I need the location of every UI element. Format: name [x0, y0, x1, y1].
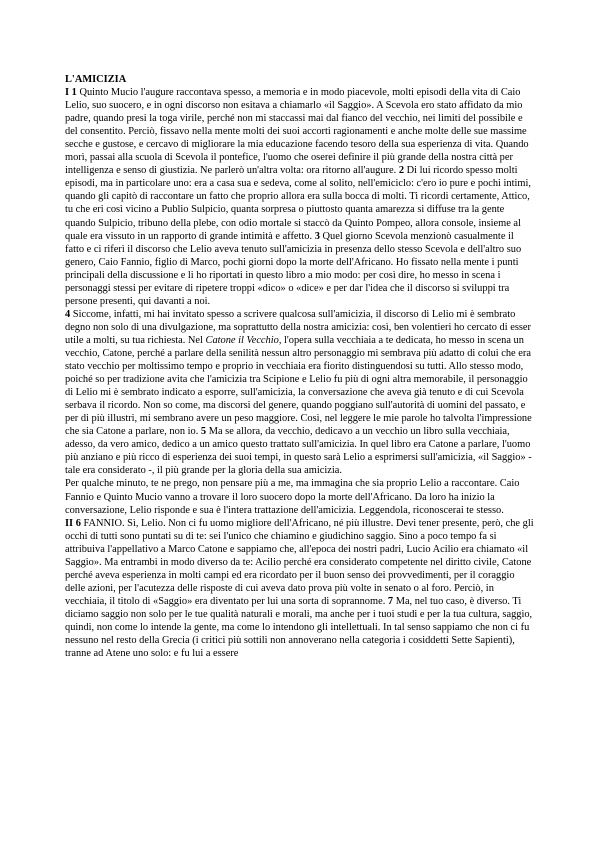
section-number: 5 — [200, 426, 207, 438]
section-number: 4 — [65, 308, 71, 320]
paragraph-text: Siccome, infatti, mi hai invitato spesso a scrivere qualcosa sull'amicizia, il discorso di Lelio mi è sembrato degno non solo di una divulgazione, ma soprattutto della nostra amicizia: così, ben volentieri ho cercato di esser utile a molti, su tua richiesta. Nel — [65, 308, 532, 346]
paragraph-chapter-1 — [65, 86, 535, 308]
paragraph-text: FANNIO. Sì, Lelio. Non ci fu uomo migliore dell'Africano, né più illustre. Devi tener presente, però, che gli occhi di tutti sono puntati su di te: sei l'unico che chiamino e giudichino saggio. Sino a poco tempo fa si attribuiva l'appellativo a Marco Catone e sappiamo che, all'epoca dei nostri padri, Lucio Acilio era chiamato «il Saggio». Ma entrambi in modo diverso da te: Acilio perché era considerato competente nel diritto civile, Catone perché aveva esperienza in molti campi ed era ricordato per il buon senso dei provvedimenti, per il coraggio delle azioni, per l'acutezza delle risposte di cui aveva dato prova più volte in senato o al foro. Perciò, in vecchiaia, il titolo di «Saggio» era diventato per lui una sorta di soprannome. — [65, 517, 534, 607]
chapter-number: II — [65, 517, 74, 529]
section-number: 1 — [71, 87, 77, 99]
paragraph-section-4 — [65, 308, 535, 478]
work-title: Catone il Vecchio — [205, 334, 279, 346]
section-number: 7 — [387, 595, 394, 607]
paragraph-text: Quel giorno Scevola menzionò casualmente il fatto e ci riferì il discorso che Lelio aveva tenuto sull'amicizia in presenza dello stesso Scevola e dell'altro suo genero, Caio Fannio, figlio di Marco, pochi giorni dopo la morte dell'Africano. Ho fissato nella mente i punti principali della discussione e li ho riportati in questo libro a mio modo: per così dire, ho messo in scena i personaggi stessi per evitare di ripetere troppi «dico» o «dice» e per dar l'idea che il discorso si sviluppi tra persone presenti, qui davanti a noi. — [65, 230, 522, 307]
chapter-number: I — [65, 87, 70, 99]
paragraph-text: Quinto Mucio l'augure raccontava spesso, a memoria e in modo piacevole, molti episodi della vita di Caio Lelio, suo suocero, e in ogni discorso non esitava a chiamarlo «il Saggio». A Scevola ero stato affidato da mio padre, quando presi la toga virile, perché non mi staccassi mai dal fianco del vecchio, nei limiti del possibile e del consentito. Perciò, fissavo nella mente molti dei suoi accorti ragionamenti e anche molte delle sue massime secche e gustose, e cercavo di migliorare la mia educazione facendo tesoro della sua esperienza di vita. Quando morì, passai alla scuola di Scevola il pontefice, l'uomo che oserei definire il più grande della nostra città per intelligenza e senso di giustizia. Ne parlerò un'altra volta: ora ritorno all'augure. — [65, 87, 529, 177]
paragraph-intro-dialogue: Per qualche minuto, te ne prego, non pensare più a me, ma immagina che sia proprio Lelio a raccontare. Caio Fannio e Quinto Mucio vanno a trovare il loro suocero dopo la morte dell'Africano. Da loro ha inizio la conversazione, Lelio risponde e sua è l'intera trattazione dell'amicizia. Leggendola, riconoscerai te stesso. — [65, 478, 520, 516]
paragraph-chapter-2 — [65, 517, 535, 661]
document-title: L'AMICIZIA — [65, 74, 127, 85]
paragraph-text: Di lui ricordo spesso molti episodi, ma in particolare uno: era a casa sua e sedeva, come al solito, nell'emiciclo: c'ero io pure e pochi intimi, quando gli capitò di raccontare un fatto che proprio allora era sulla bocca di molti. Ti ricordi certamente, Attico, tu che eri così vicino a Publio Sulpicio, quanta sorpresa o piuttosto quanta amarezza si diffuse tra la gente quando Sulpicio, tribuno della plebe, con odio mortale si staccò da Quinto Pompeo, allora console, insieme al quale era vissuto in un rapporto di grande intimità e affetto. — [65, 165, 531, 242]
section-number: 6 — [75, 517, 81, 529]
paragraph-text: Ma, nel tuo caso, è diverso. Ti diciamo saggio non solo per le tue qualità naturali e morali, ma anche per i tuoi studi e per la tua cultura, saggio, quindi, non come lo intende la gente, ma come lo intendono gli intellettuali. In tal senso sappiamo che non ci fu nessuno nel resto della Grecia (i critici più sottili non annoverano nella categoria i cosiddetti Sette Sapienti), tranne ad Atene uno solo: e fu lui a essere — [65, 595, 533, 660]
document-page — [65, 73, 535, 660]
section-number: 3 — [314, 230, 320, 242]
section-number: 2 — [398, 165, 405, 177]
paragraph-text: , l'opera sulla vecchiaia a te dedicata, ho messo in scena un vecchio, Catone, perché a parlare della senilità nessun altro personaggio mi sembrava più adatto di colui che era stato vecchio per moltissimo tempo e proprio in vecchiaia era fiorito distinguendosi su tutti. Allo stesso modo, poiché so per tradizione avita che l'amicizia tra Scipione e Lelio fu più di ogni altra memorabile, il personaggio di Lelio mi è sembrato indicato a esporre, sull'amicizia, la conversazione che aveva già tenuto e di cui Scevola serbava il ricordo. Non so come, ma discorsi del genere, quando poggiano sull'autorità di uomini del passato, e per di più illustri, mi sembrano avere un peso maggiore. Così, nel leggere le mie parole ho talvolta l'impressione che sia Catone a parlare, non io. — [65, 334, 532, 438]
paragraph-text: Ma se allora, da vecchio, dedicavo a un vecchio un libro sulla vecchiaia, adesso, da vero amico, dedico a un amico questo trattato sull'amicizia. In quel libro era Catone a parlare, l'uomo più anziano e più ricco di esperienza dei suoi tempi, in questo sarà Lelio a esprimersi sull'amicizia, «il Saggio» - tale era considerato -, il più grande per la gloria della sua amicizia. — [65, 426, 532, 477]
